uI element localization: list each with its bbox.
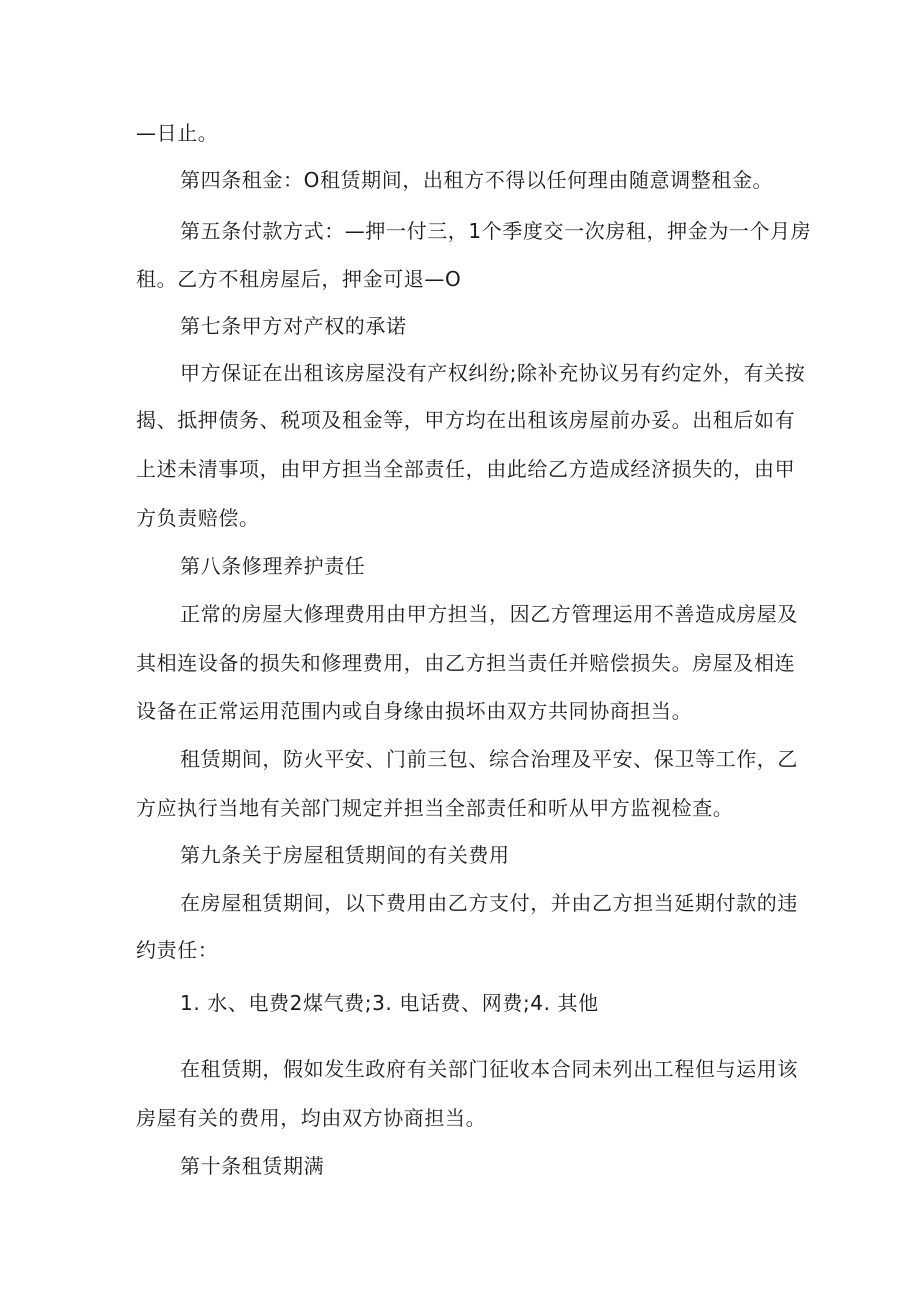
text-line: 在房屋租赁期间，以下费用由乙方支付，并由乙方担当延期付款的违 <box>180 891 798 915</box>
text-line: 正常的房屋大修理费用由甲方担当，因乙方管理运用不善造成房屋及 <box>180 602 798 626</box>
text-line: 第八条修理养护责任 <box>180 554 366 578</box>
text-line: 方应执行当地有关部门规定并担当全部责任和听从甲方监视检查。 <box>136 796 734 820</box>
text-line: 租赁期间，防火平安、门前三包、综合治理及平安、保卫等工作，乙 <box>180 747 798 771</box>
text-line: 第五条付款方式：—押一付三，1个季度交一次房租，押金为一个月房 <box>180 219 812 243</box>
text-line: 1. 水、电费2煤气费;3. 电话费、网费;4. 其他 <box>180 991 599 1015</box>
text-line: 房屋有关的费用，均由双方协商担当。 <box>136 1106 487 1130</box>
text-line: 第四条租金：O租赁期间，出租方不得以任何理由随意调整租金。 <box>180 168 774 192</box>
text-line: 上述未清事项，由甲方担当全部责任，由此给乙方造成经济损失的，由甲 <box>136 457 796 481</box>
text-line: 设备在正常运用范围内或自身缘由损坏由双方共同协商担当。 <box>136 699 693 723</box>
text-line: 第七条甲方对产权的承诺 <box>180 314 407 338</box>
text-line: 在租赁期，假如发生政府有关部门征收本合同未列出工程但与运用该 <box>180 1057 798 1081</box>
text-line: —日止。 <box>136 121 219 145</box>
text-line: 甲方保证在出租该房屋没有产权纠纷;除补充协议另有约定外，有关按 <box>180 361 806 385</box>
text-line: 约责任： <box>136 938 219 962</box>
text-line: 揭、抵押债务、税项及租金等，甲方均在出租该房屋前办妥。出租后如有 <box>136 408 796 432</box>
text-line: 租。乙方不租房屋后，押金可退—O <box>136 267 462 291</box>
text-line: 方负责赔偿。 <box>136 506 260 530</box>
text-line: 其相连设备的损失和修理费用，由乙方担当责任并赔偿损失。房屋及相连 <box>136 651 796 675</box>
text-line: 第十条租赁期满 <box>180 1154 325 1178</box>
text-line: 第九条关于房屋租赁期间的有关费用 <box>180 843 510 867</box>
